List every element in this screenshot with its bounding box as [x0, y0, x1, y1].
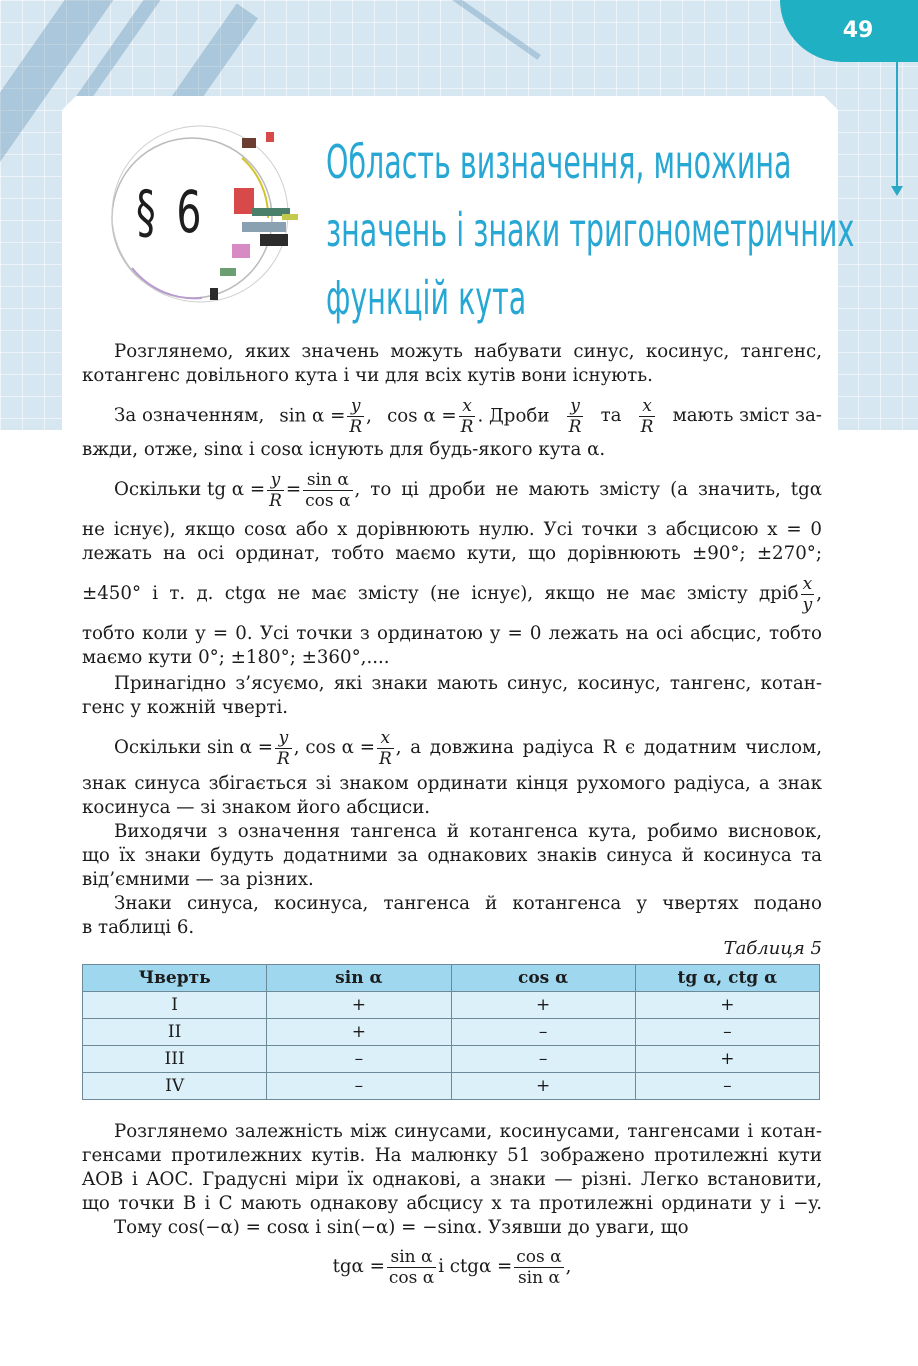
text-line-formula: Оскільки tg α = $\frac{y}{R}$ = $\frac{\text{sin α}}{\text{cos α}}$ , то ці дроби не мають змісту (а значить, tgα — [114, 469, 822, 511]
table-row — [83, 1073, 820, 1100]
text-line: генсами протилежних кутів. На малюнку 51 зображено протилежні кути — [82, 1145, 822, 1166]
text-line: Тому cos(−α) = cosα і sin(−α) = −sinα. Узявши до уваги, що — [114, 1217, 689, 1238]
text-line: Принагідно з’ясуємо, які знаки мають синус, косинус, тангенс, котан- — [114, 673, 822, 694]
text-line: котангенс довільного кута і чи для всіх кутів вони існують. — [82, 365, 653, 386]
table-row — [83, 992, 820, 1019]
table-row — [83, 1019, 820, 1046]
section-number: § 6 — [136, 178, 206, 246]
title-line-3: функцій кута — [326, 271, 527, 325]
table-caption: Таблиця 5 — [723, 938, 822, 959]
text-line: лежать на осі ординат, тобто маємо кути, що дорівнюють ±90°; ±270°; — [82, 543, 822, 564]
table-cell: + — [451, 992, 635, 1019]
page-number: 49 — [780, 0, 918, 62]
header-cell: tg α, ctg α — [635, 965, 819, 992]
table-cell: + — [267, 1019, 451, 1046]
table-cell: + — [451, 1073, 635, 1100]
header-cell: Чверть — [83, 965, 267, 992]
text-line: косинуса — зі знаком його абсциси. — [82, 797, 431, 818]
text-line: в таблиці 6. — [82, 917, 195, 938]
table-cell: – — [451, 1019, 635, 1046]
text-line: Розглянемо залежність між синусами, косинусами, тангенсами і котан- — [114, 1121, 822, 1142]
text-line: Знаки синуса, косинуса, тангенса й котангенса у чвертях подано — [114, 893, 822, 914]
table-cell: I — [83, 992, 267, 1019]
text-line: від’ємними — за різних. — [82, 869, 314, 890]
table-cell: + — [635, 1046, 819, 1073]
table-cell: + — [267, 992, 451, 1019]
text-line-formula: За означенням, sin α = $\frac{y}{R}$ , cos α = $\frac{x}{R}$ . Дроби $\frac{y}{R}$ та $\frac{x}{R}$ мають зміст за- — [114, 395, 822, 437]
table-cell: – — [635, 1073, 819, 1100]
table-cell: – — [267, 1073, 451, 1100]
text-line: не існує), якщо cosα або x дорівнюють нулю. Усі точки з абсцисою x = 0 — [82, 519, 822, 540]
section-emblem-icon — [92, 118, 322, 318]
text-line-formula: ±450° і т. д. ctgα не має змісту (не існує), якщо не має змісту дріб $\frac{x}{y}$ , — [82, 573, 822, 615]
side-arrow-line — [896, 62, 898, 190]
text-line: Розглянемо, яких значень можуть набувати синус, косинус, тангенс, — [114, 341, 822, 362]
signs-table — [82, 964, 820, 1100]
text-line: Виходячи з означення тангенса й котангенса кута, робимо висновок, — [114, 821, 822, 842]
text-line: вжди, отже, sinα і cosα існують для будь-якого кута α. — [82, 439, 606, 460]
text-line: маємо кути 0°; ±180°; ±360°,.... — [82, 647, 390, 668]
title-line-2: значень і знаки тригонометричних — [326, 203, 855, 257]
table-cell: – — [635, 1019, 819, 1046]
chapter-title — [326, 128, 855, 332]
text-line: тобто коли y = 0. Усі точки з ординатою y = 0 лежать на осі абсцис, тобто — [82, 623, 822, 644]
text-line: що точки B і C мають однакову абсцису x та протилежні ординати y і −y. — [82, 1193, 822, 1214]
arrow-down-icon — [891, 186, 903, 196]
text-line-formula: Оскільки sin α = $\frac{y}{R}$ , cos α = $\frac{x}{R}$ , а довжина радіуса R є додатним числом, — [114, 727, 822, 769]
table-cell: II — [83, 1019, 267, 1046]
table-header-row — [83, 965, 820, 992]
table-cell: IV — [83, 1073, 267, 1100]
text-line: що їх знаки будуть додатними за однакових знаків синуса й косинуса та — [82, 845, 822, 866]
table-row — [83, 1046, 820, 1073]
text-line: генс у кожній чверті. — [82, 697, 289, 718]
text-line: AOB і AOC. Градусні міри їх однакові, а знаки — різні. Легко встановити, — [82, 1169, 822, 1190]
text-line: знак синуса збігається зі знаком ординати кінця рухомого радіуса, а знак — [82, 773, 822, 794]
table-cell: – — [451, 1046, 635, 1073]
header-cell: sin α — [267, 965, 451, 992]
table-cell: + — [635, 992, 819, 1019]
table-cell: III — [83, 1046, 267, 1073]
title-line-1: Область визначення, множина — [326, 135, 792, 189]
table-cell: – — [267, 1046, 451, 1073]
formula-line: tgα = $\frac{\text{sin α}}{\text{cos α}}$ і ctgα = $\frac{\text{cos α}}{\text{sin α}}$ , — [332, 1246, 572, 1288]
header-cell: cos α — [451, 965, 635, 992]
